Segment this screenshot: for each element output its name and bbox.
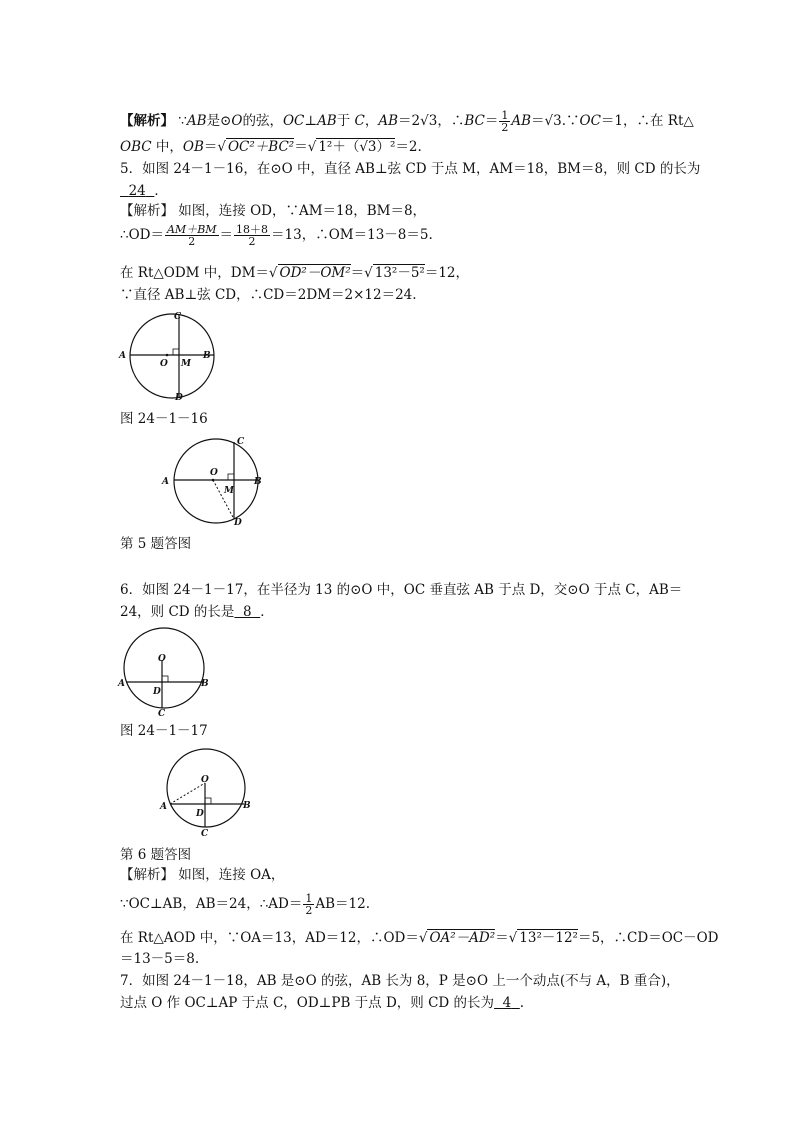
label-O: O — [201, 775, 209, 785]
q5-solution-line4: ∵直径 AB⊥弦 CD，∴CD＝2DM＝2×12＝24. — [120, 287, 417, 303]
answer-figure-6 — [158, 745, 258, 840]
label-D: D — [153, 687, 161, 697]
label-A: A — [118, 679, 125, 689]
q6-solution-line2: ∵OC⊥AB，AB＝24，∴AD＝ $\frac{1}{2}$ AB＝12. — [120, 892, 371, 917]
q5-solution-line3: 在 Rt△ODM 中，DM＝√ OD²－OM²＝√ 13²－5²＝12， — [120, 265, 470, 281]
label-O: O — [160, 359, 168, 369]
fraction-half: $\frac{1}{2}$ — [501, 109, 509, 134]
label-A: A — [119, 351, 126, 361]
ans-caption-5: 第 5 题答图 — [120, 536, 192, 552]
label-B: B — [201, 679, 209, 689]
label-B: B — [243, 801, 251, 811]
q5-fraction-2: $\frac{18+8}{2}$ — [236, 223, 269, 248]
q6-answer-blank: 8 — [243, 604, 252, 620]
fig-caption-24-1-17: 图 24－1－17 — [120, 723, 208, 739]
label-B: B — [254, 477, 262, 487]
label-A: A — [162, 477, 169, 487]
label-A: A — [160, 802, 167, 812]
q7-question-line1: 7．如图 24－1－18，AB 是⊙O 的弦，AB 长为 8，P 是⊙O 上一个动点(不与 A，B 重合)， — [120, 973, 680, 989]
fig-caption-24-1-16: 图 24－1－16 — [120, 411, 208, 427]
ans-caption-6: 第 6 题答图 — [120, 847, 192, 863]
q5-solution-line2: ∴OD＝ $\frac{AM+BM}{2}$ ＝ $\frac{18+8}{2}$ ＝13，∴OM＝13－8＝5. — [120, 223, 433, 248]
q6-question-line1: 6．如图 24－1－17，在半径为 13 的⊙O 中，OC 垂直弦 AB 于点 D，交⊙O 于点 C，AB＝ — [120, 582, 683, 598]
label-D: D — [234, 518, 242, 528]
label-B: B — [203, 351, 211, 361]
q5-question-line1: 5．如图 24－1－16，在⊙O 中，直径 AB⊥弦 CD 于点 M，AM＝18，BM＝8，则 CD 的长为 — [120, 161, 701, 177]
figure-24-1-16 — [115, 310, 225, 402]
label-O: O — [210, 468, 218, 478]
q6-question-line2: 24，则 CD 的长是 8 ． — [120, 604, 274, 620]
label-C: C — [158, 709, 166, 717]
label-D: D — [175, 393, 183, 402]
q5-question-line2: 24 ． — [120, 182, 168, 200]
q5-solution-line1: 【解析】 如图，连接 OD，∵AM＝18，BM＝8， — [120, 203, 427, 219]
q6-fraction-half: $\frac{1}{2}$ — [305, 892, 313, 917]
q5-fraction-1: $\frac{AM+BM}{2}$ — [166, 223, 217, 248]
q5-answer-blank: 24 — [128, 183, 146, 199]
label-C: C — [174, 312, 182, 322]
q4-solution-line1: 【解析】 ∵AB是⊙O的弦，OC⊥AB于 C，AB＝2√3，∴BC＝ $\frac{1}{2}$ AB＝√3.∵OC＝1，∴在 Rt△ — [120, 109, 694, 134]
answer-figure-5 — [158, 433, 273, 528]
label-C: C — [237, 437, 245, 447]
figure-24-1-17 — [115, 622, 215, 717]
q6-solution-line1: 【解析】 如图，连接 OA， — [120, 867, 285, 883]
q7-answer-blank: 4 — [502, 995, 512, 1011]
q6-solution-line3: 在 Rt△AOD 中，∵OA＝13，AD＝12，∴OD＝√ OA²－AD²＝√ 13²－12²＝5，∴CD＝OC－OD — [120, 930, 719, 946]
q7-question-line2: 过点 O 作 OC⊥AP 于点 C，OD⊥PB 于点 D，则 CD 的长为 4 . — [120, 995, 525, 1011]
label-C: C — [201, 829, 209, 839]
label-M: M — [224, 486, 234, 496]
label-M: M — [181, 359, 191, 369]
label-D: D — [196, 809, 204, 819]
q6-solution-line4: ＝13－5＝8. — [120, 951, 200, 967]
q4-solution-line2: OBC 中，OB＝√ OC²＋BC²＝√ 1²＋（√3）²＝2. — [120, 139, 422, 155]
label-O: O — [158, 654, 166, 664]
